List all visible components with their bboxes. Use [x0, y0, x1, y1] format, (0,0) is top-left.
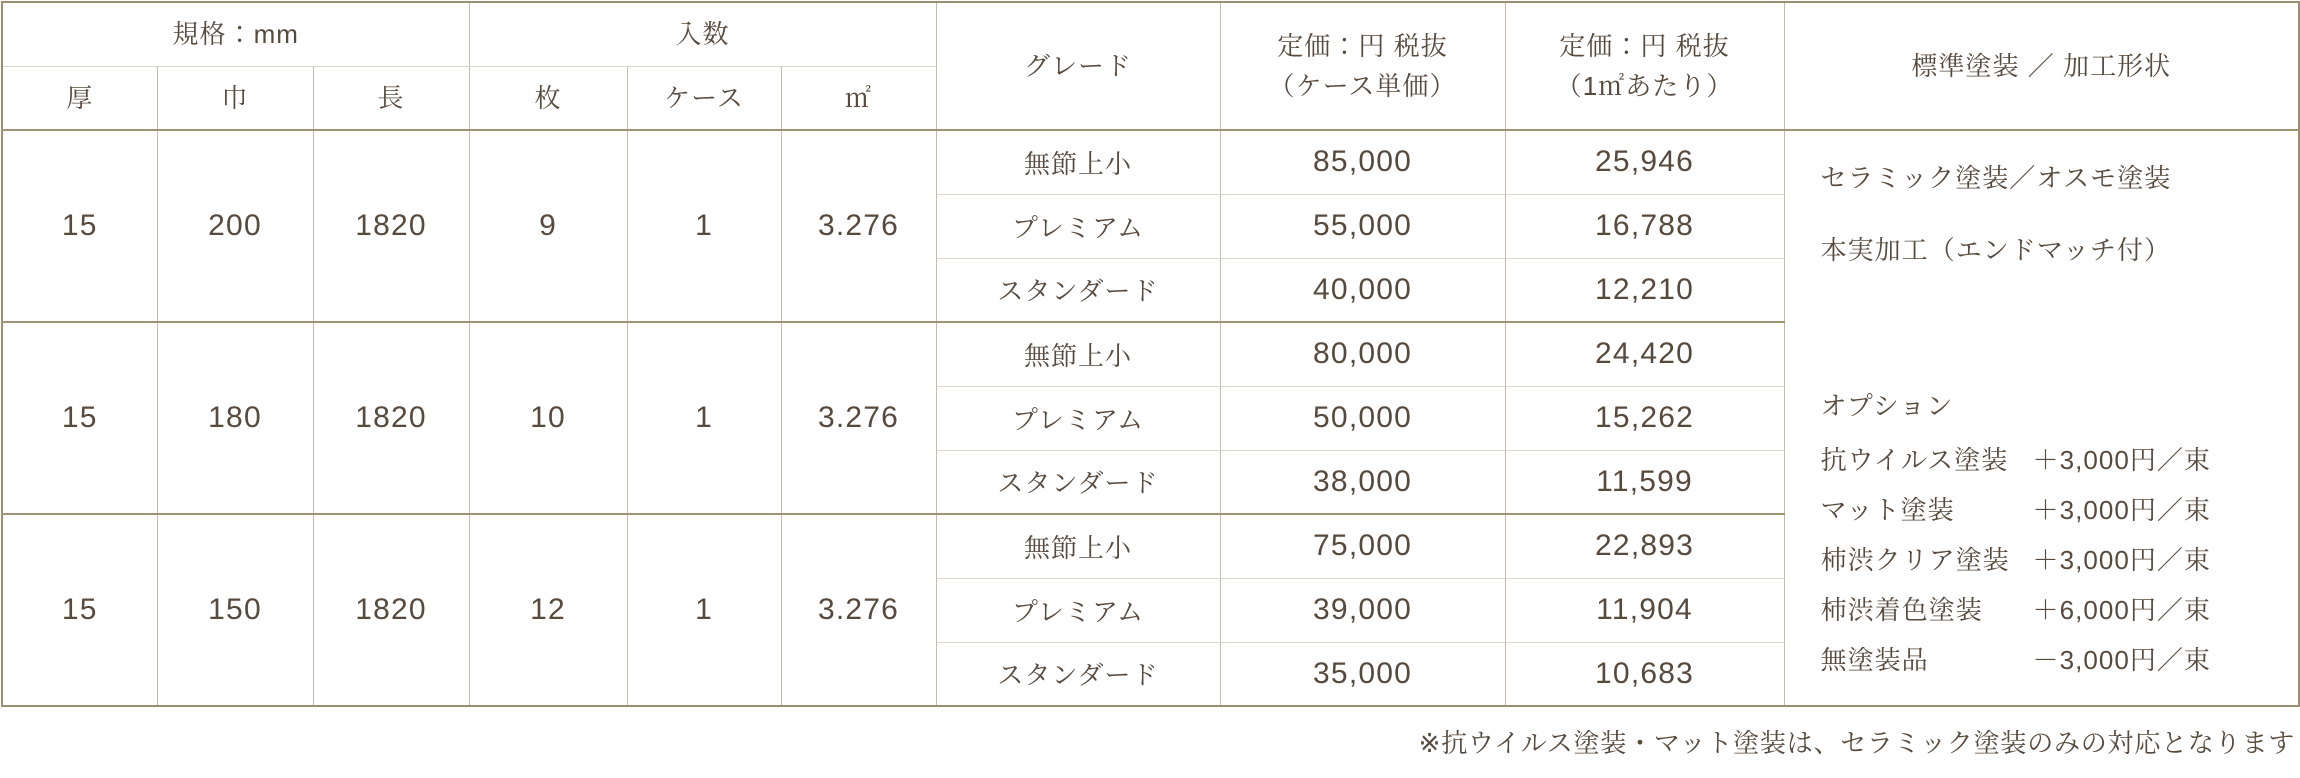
option-row — [1821, 583, 2275, 633]
price-sqm-cell: 12,210 — [1505, 258, 1784, 322]
option-row — [1821, 633, 2275, 683]
price-case-cell: 55,000 — [1220, 194, 1505, 258]
width-cell: 150 — [157, 514, 313, 706]
grade-cell: スタンダード — [936, 450, 1220, 514]
sheets-cell: 9 — [469, 130, 627, 322]
length-header: 長 — [313, 66, 469, 130]
price-case-header — [1220, 2, 1505, 130]
header-row-1 — [2, 2, 2299, 66]
option-label: 抗ウイルス塗装 — [1820, 444, 2009, 475]
price-case-cell: 80,000 — [1220, 322, 1505, 386]
option-price: －3,000円／束 — [2032, 644, 2211, 675]
option-price: ＋3,000円／束 — [2032, 444, 2211, 475]
price-sqm-cell: 11,599 — [1505, 450, 1784, 514]
price-case-header-line1: 定価：円 税抜 — [1277, 31, 1448, 61]
standard-finish-line: 本実加工（エンドマッチ付） — [1820, 234, 2172, 265]
price-sqm-header-line1: 定価：円 税抜 — [1559, 31, 1730, 61]
price-sqm-cell: 25,946 — [1505, 130, 1784, 194]
grade-cell: 無節上小 — [936, 130, 1220, 194]
footnote: ※抗ウイルス塗装・マット塗装は、セラミック塗装のみの対応となります — [1418, 728, 2295, 758]
sheets-header: 枚 — [469, 66, 627, 130]
price-sqm-cell: 24,420 — [1505, 322, 1784, 386]
grade-cell: プレミアム — [936, 194, 1220, 258]
table-row — [2, 130, 2299, 194]
grade-cell: プレミアム — [936, 578, 1220, 642]
length-cell: 1820 — [313, 514, 469, 706]
thickness-header: 厚 — [2, 66, 157, 130]
flooring-price-table — [1, 1, 2300, 707]
standard-finish-line: セラミック塗装／オスモ塗装 — [1820, 162, 2172, 193]
grade-cell: 無節上小 — [936, 514, 1220, 578]
price-case-cell: 50,000 — [1220, 386, 1505, 450]
grade-cell: スタンダード — [936, 258, 1220, 322]
case-header: ケース — [627, 66, 781, 130]
spec-group-header: 規格：mm — [2, 2, 469, 66]
price-case-cell: 39,000 — [1220, 578, 1505, 642]
grade-cell: プレミアム — [936, 386, 1220, 450]
qty-group-header: 入数 — [469, 2, 936, 66]
grade-cell: スタンダード — [936, 642, 1220, 706]
options-title: オプション — [1820, 390, 1954, 421]
sheets-cell: 12 — [469, 514, 627, 706]
option-price: ＋3,000円／束 — [2032, 494, 2211, 525]
case-cell: 1 — [627, 130, 781, 322]
length-cell: 1820 — [313, 322, 469, 514]
price-sqm-cell: 11,904 — [1505, 578, 1784, 642]
case-cell: 1 — [627, 514, 781, 706]
thickness-cell: 15 — [2, 130, 157, 322]
width-header: 巾 — [157, 66, 313, 130]
price-case-cell: 40,000 — [1220, 258, 1505, 322]
finish-cell — [1784, 130, 2299, 706]
price-case-header-line2: （ケース単価） — [1268, 71, 1457, 101]
price-sqm-cell: 16,788 — [1505, 194, 1784, 258]
grade-cell: 無節上小 — [936, 322, 1220, 386]
option-label: 柿渋着色塗装 — [1820, 594, 1983, 625]
sheets-cell: 10 — [469, 322, 627, 514]
width-cell: 180 — [157, 322, 313, 514]
finish-content — [1785, 131, 2299, 683]
options-list — [1821, 433, 2275, 683]
sqm-cell: 3.276 — [781, 322, 936, 514]
thickness-cell: 15 — [2, 514, 157, 706]
case-cell: 1 — [627, 322, 781, 514]
price-case-cell: 38,000 — [1220, 450, 1505, 514]
finish-header: 標準塗装 ／ 加工形状 — [1784, 2, 2299, 130]
sqm-cell: 3.276 — [781, 514, 936, 706]
option-row — [1821, 483, 2275, 533]
option-label: 無塗装品 — [1820, 644, 1929, 675]
option-row — [1821, 533, 2275, 583]
length-cell: 1820 — [313, 130, 469, 322]
sqm-cell: 3.276 — [781, 130, 936, 322]
grade-header: グレード — [936, 2, 1220, 130]
price-sqm-cell: 22,893 — [1505, 514, 1784, 578]
option-label: マット塗装 — [1820, 494, 1955, 525]
thickness-cell: 15 — [2, 322, 157, 514]
width-cell: 200 — [157, 130, 313, 322]
price-sqm-header-line2: （1㎡あたり） — [1555, 71, 1734, 101]
price-sqm-cell: 15,262 — [1505, 386, 1784, 450]
price-case-cell: 75,000 — [1220, 514, 1505, 578]
price-sqm-header — [1505, 2, 1784, 130]
option-label: 柿渋クリア塗装 — [1820, 544, 2010, 575]
price-sqm-cell: 10,683 — [1505, 642, 1784, 706]
sqm-header: ㎡ — [781, 66, 936, 130]
price-case-cell: 35,000 — [1220, 642, 1505, 706]
price-case-cell: 85,000 — [1220, 130, 1505, 194]
option-price: ＋6,000円／束 — [2032, 594, 2211, 625]
option-row — [1821, 433, 2275, 483]
option-price: ＋3,000円／束 — [2032, 544, 2211, 575]
